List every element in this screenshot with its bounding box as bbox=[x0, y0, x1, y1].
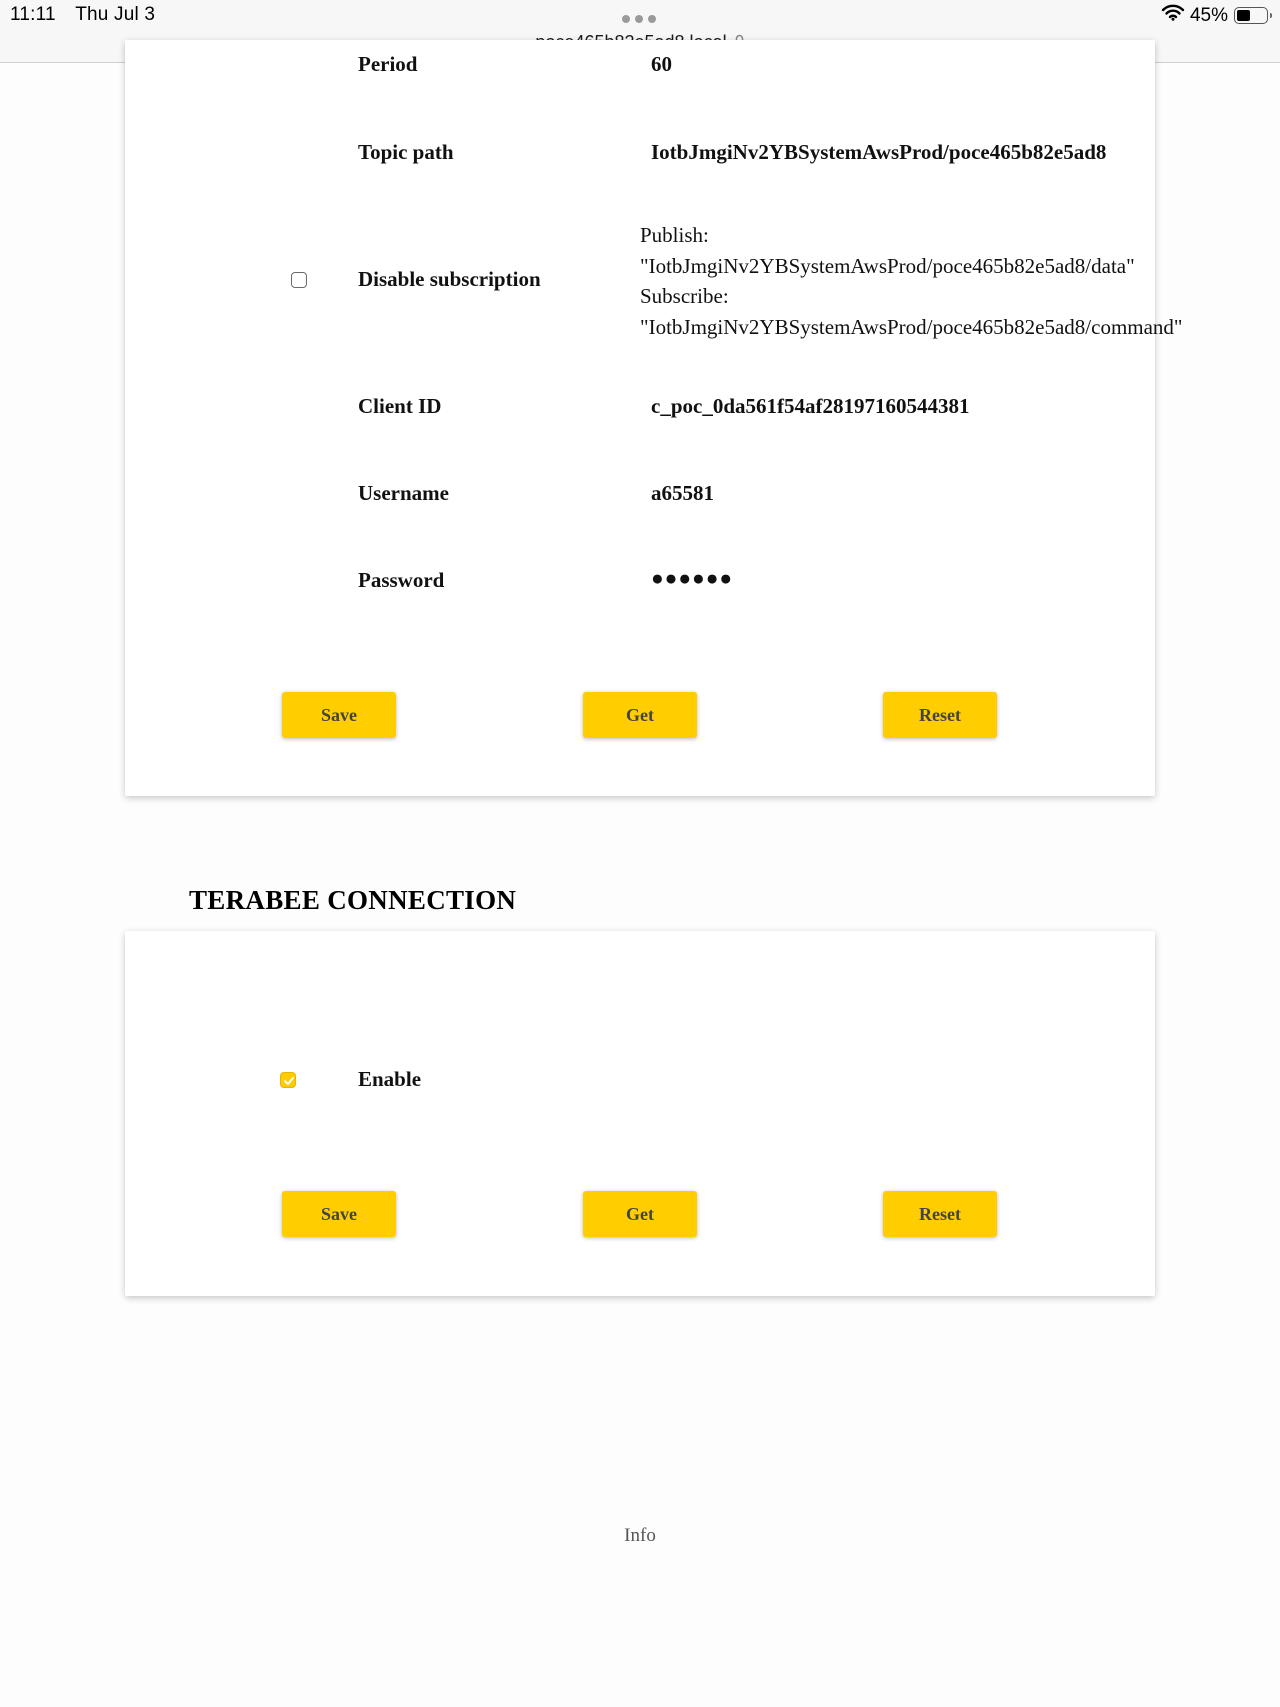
terabee-get-button[interactable]: Get bbox=[583, 1191, 697, 1237]
username-label: Username bbox=[358, 481, 449, 505]
disable-subscription-checkbox[interactable] bbox=[291, 272, 307, 288]
enable-checkbox[interactable] bbox=[280, 1072, 296, 1088]
terabee-settings-card bbox=[125, 931, 1155, 1296]
disable-subscription-label: Disable subscription bbox=[358, 267, 541, 291]
mqtt-save-button[interactable]: Save bbox=[282, 692, 396, 738]
password-value[interactable]: ●●●●●● bbox=[651, 566, 734, 590]
multitask-dots-icon[interactable] bbox=[622, 15, 656, 23]
status-time: 11:11 bbox=[10, 4, 56, 25]
status-date: Thu Jul 3 bbox=[75, 4, 156, 25]
terabee-section-title: TERABEE CONNECTION bbox=[189, 885, 517, 915]
username-value[interactable]: a65581 bbox=[651, 481, 714, 505]
enable-label: Enable bbox=[358, 1067, 422, 1091]
topic-info-text: Publish: "IotbJmgiNv2YBSystemAwsProd/poce465b82e5ad8/data" Subscribe: "IotbJmgiNv2YBSystemAwsProd/poce465b82e5ad8/command" bbox=[640, 223, 1183, 339]
topic-path-value[interactable]: IotbJmgiNv2YBSystemAwsProd/poce465b82e5ad8 bbox=[651, 140, 1107, 164]
mqtt-reset-button[interactable]: Reset bbox=[883, 692, 997, 738]
mqtt-get-button[interactable]: Get bbox=[583, 692, 697, 738]
terabee-reset-button[interactable]: Reset bbox=[883, 1191, 997, 1237]
client-id-value[interactable]: c_poc_0da561f54af28197160544381 bbox=[651, 394, 970, 418]
terabee-save-button[interactable]: Save bbox=[282, 1191, 396, 1237]
battery-icon bbox=[1234, 7, 1268, 24]
topic-path-label: Topic path bbox=[358, 140, 454, 164]
period-label: Period bbox=[358, 52, 418, 76]
status-clock bbox=[10, 4, 155, 26]
client-id-label: Client ID bbox=[358, 394, 442, 418]
period-value[interactable]: 60 bbox=[651, 52, 672, 76]
password-label: Password bbox=[358, 568, 445, 592]
battery-percent: 45% bbox=[1189, 4, 1228, 26]
footer-info-link[interactable]: Info bbox=[624, 1525, 656, 1546]
checkmark-icon bbox=[282, 1074, 296, 1088]
wifi-icon bbox=[1162, 4, 1184, 27]
status-indicators bbox=[1162, 4, 1268, 27]
